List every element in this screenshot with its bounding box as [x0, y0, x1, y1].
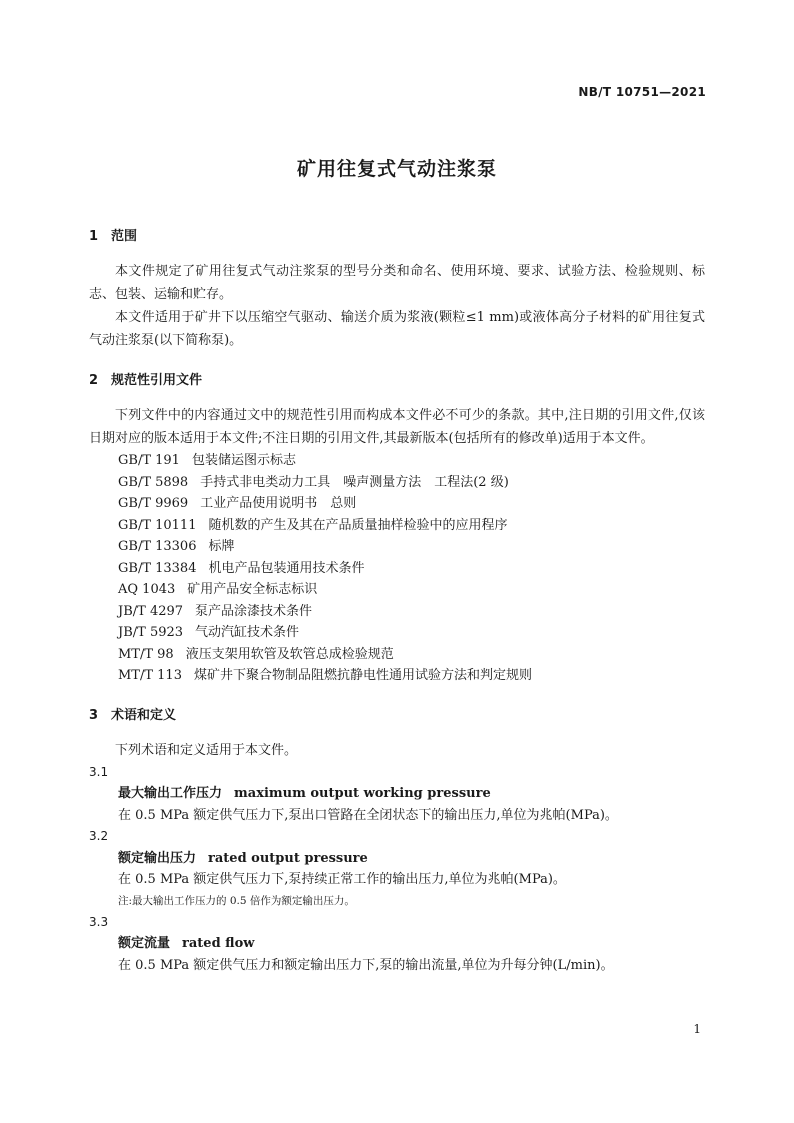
term-name-en: rated output pressure [208, 850, 368, 866]
reference-code: MT/T 98 [118, 646, 174, 662]
document-title: 矿用往复式气动注浆泵 [296, 158, 497, 180]
term-name-zh: 最大输出工作压力 [118, 786, 223, 801]
reference-list [89, 450, 705, 687]
term-name-zh: 额定输出压力 [118, 850, 197, 866]
reference-title: 液压支架用软管及软管总成检验规范 [185, 646, 394, 662]
term-name [89, 933, 705, 955]
page-number: 1 [693, 1022, 701, 1036]
reference-title: 标牌 [208, 539, 235, 554]
section-number: 1 [89, 229, 99, 244]
reference-item [89, 515, 705, 537]
document-body [89, 226, 705, 976]
reference-title: 气动汽缸技术条件 [195, 625, 300, 640]
reference-item [89, 622, 705, 644]
term-name-en: maximum output working pressure [234, 786, 491, 801]
section-title: 规范性引用文件 [111, 373, 203, 388]
reference-code: JB/T 5923 [118, 625, 184, 640]
reference-code: GB/T 191 [118, 453, 180, 468]
reference-item [89, 601, 705, 623]
reference-item [89, 579, 705, 601]
reference-title: 矿用产品安全标志标识 [187, 582, 318, 597]
reference-item [89, 558, 705, 580]
reference-code: JB/T 4297 [118, 603, 184, 619]
scope-paragraph: 本文件规定了矿用往复式气动注浆泵的型号分类和命名、使用环境、要求、试验方法、检验规则、标志、包装、运输和贮存。 [89, 264, 705, 302]
terms-intro: 下列术语和定义适用于本文件。 [115, 742, 298, 758]
reference-code: GB/T 5898 [118, 474, 189, 490]
term-note: 注:最大输出工作压力的 0.5 倍作为额定输出压力。 [118, 894, 355, 907]
reference-title: 机电产品包装通用技术条件 [208, 560, 365, 576]
reference-item [89, 644, 705, 666]
term-name [89, 783, 705, 805]
reference-code: GB/T 13306 [118, 539, 197, 554]
section-heading-scope [89, 226, 705, 248]
term-entry [89, 912, 705, 977]
scope-paragraph: 本文件适用于矿井下以压缩空气驱动、输送介质为浆液(颗粒≤1 mm)或液体高分子材料的矿用往复式气动注浆泵(以下简称泵)。 [89, 310, 705, 348]
reference-item [89, 665, 705, 687]
term-definition: 在 0.5 MPa 额定供气压力下,泵持续正常工作的输出压力,单位为兆帕(MPa)。 [118, 872, 566, 887]
reference-title: 包装储运图示标志 [191, 453, 296, 468]
reference-code: GB/T 10111 [118, 517, 197, 533]
section-heading-normative-references [89, 370, 705, 392]
reference-code: GB/T 9969 [118, 496, 189, 511]
term-entry [89, 826, 705, 912]
reference-item [89, 536, 705, 558]
section-title: 术语和定义 [111, 707, 177, 723]
term-number: 3.1 [89, 764, 109, 779]
reference-title: 工业产品使用说明书 总则 [200, 496, 357, 511]
reference-code: MT/T 113 [118, 668, 182, 683]
reference-title: 随机数的产生及其在产品质量抽样检验中的应用程序 [208, 517, 508, 533]
term-entry [89, 762, 705, 827]
term-name [89, 848, 705, 870]
reference-item [89, 493, 705, 515]
references-intro: 下列文件中的内容通过文中的规范性引用而构成本文件必不可少的条款。其中,注日期的引用文件,仅该日期对应的版本适用于本文件;不注日期的引用文件,其最新版本(包括所有的修改单)适用于本文件。 [89, 408, 705, 446]
term-definition: 在 0.5 MPa 额定供气压力下,泵出口管路在全闭状态下的输出压力,单位为兆帕(MPa)。 [118, 807, 618, 823]
section-number: 3 [89, 707, 99, 723]
reference-item [89, 450, 705, 472]
reference-title: 手持式非电类动力工具 噪声测量方法 工程法(2 级) [200, 474, 509, 490]
reference-item [89, 472, 705, 494]
term-definition: 在 0.5 MPa 额定供气压力和额定输出压力下,泵的输出流量,单位为升每分钟(L/min)。 [118, 957, 614, 973]
reference-code: GB/T 13384 [118, 560, 197, 576]
term-name-zh: 额定流量 [118, 936, 171, 951]
term-number: 3.3 [89, 914, 109, 929]
term-name-en: rated flow [182, 936, 255, 951]
reference-title: 煤矿井下聚合物制品阻燃抗静电性通用试验方法和判定规则 [193, 668, 532, 683]
reference-title: 泵产品涂漆技术条件 [195, 603, 313, 619]
term-number: 3.2 [89, 829, 109, 843]
standard-number: NB/T 10751—2021 [578, 85, 706, 99]
section-heading-terms-definitions [89, 705, 705, 727]
reference-code: AQ 1043 [118, 582, 176, 597]
section-title: 范围 [111, 229, 138, 244]
section-number: 2 [89, 373, 99, 388]
